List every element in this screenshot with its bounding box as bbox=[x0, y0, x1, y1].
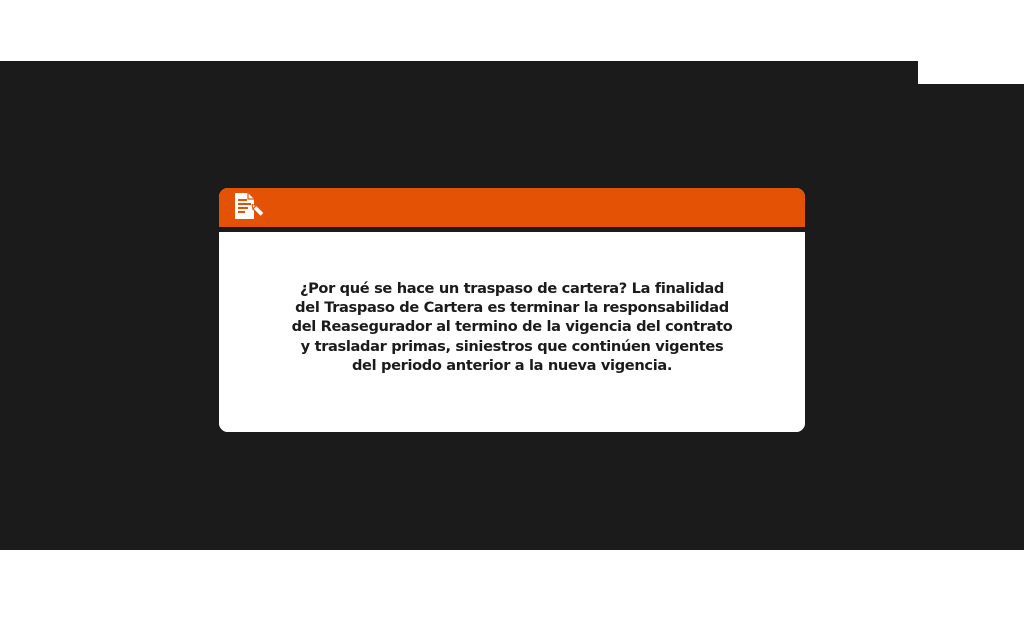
corner-notch bbox=[918, 61, 1024, 84]
dialog-header bbox=[219, 188, 805, 227]
info-dialog bbox=[219, 188, 805, 432]
dialog-message: ¿Por qué se hace un traspaso de cartera? La finalidad del Traspaso de Cartera es terminar la responsabilidad del Reasegurador al termino de la vigencia del contrato y trasladar primas, siniestros que continúen vigentes del periodo anterior a la nueva vigencia. bbox=[291, 280, 733, 374]
dialog-body bbox=[219, 232, 805, 432]
edit-document-icon bbox=[231, 191, 265, 223]
